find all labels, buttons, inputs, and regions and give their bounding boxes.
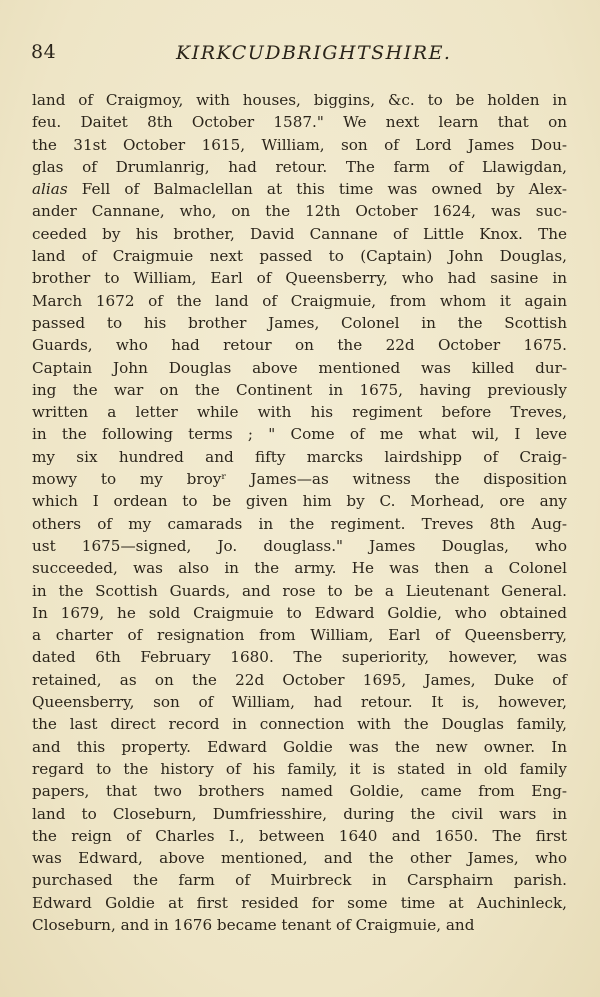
- text-line: purchased the farm of Muirbreck in Carsphairn parish.: [32, 871, 567, 890]
- text-line: was Edward, above mentioned, and the other James, who: [32, 849, 567, 868]
- text-line: Guards, who had retour on the 22d October 1675.: [32, 336, 567, 355]
- text-line: land of Craigmuie next passed to (Captain) John Douglas,: [32, 247, 567, 266]
- text-line: feu. Daitet 8th October 1587." We next learn that on: [32, 113, 567, 132]
- text-line: the reign of Charles I., between 1640 and 1650. The first: [32, 826, 567, 845]
- text-line: brother to William, Earl of Queensberry, who had sasine in: [32, 269, 567, 288]
- text-line: ceeded by his brother, David Cannane of Little Knox. The: [32, 224, 567, 243]
- text-line: land of Craigmoy, with houses, biggins, &c. to be holden in: [32, 91, 567, 109]
- text-line: the last direct record in connection with the Douglas family,: [32, 715, 567, 734]
- page-header: [31, 41, 566, 69]
- text-line: a charter of resignation from William, Earl of Queensberry,: [32, 626, 567, 645]
- text-line: Queensberry, son of William, had retour. It is, however,: [32, 693, 567, 712]
- italic-word: alias: [32, 180, 68, 199]
- text-line: and this property. Edward Goldie was the new owner. In: [32, 737, 567, 756]
- running-title: KIRKCUDBRIGHTSHIRE.: [176, 42, 452, 64]
- text-line: March 1672 of the land of Craigmuie, from whom it again: [32, 291, 567, 310]
- body-text: [32, 89, 567, 936]
- text-line: succeeded, was also in the army. He was then a Colonel: [32, 559, 567, 578]
- text-line: ander Cannane, who, on the 12th October 1624, was suc-: [32, 202, 567, 221]
- text-line: ust 1675—signed, Jo. douglass." James Douglas, who: [32, 536, 567, 555]
- text-line: my six hundred and fifty marcks lairdshipp of Craig-: [32, 447, 567, 466]
- text-line: others of my camarads in the regiment. Treves 8th Aug-: [32, 514, 567, 533]
- text-line: glas of Drumlanrig, had retour. The farm of Llawigdan,: [32, 157, 567, 176]
- text-line: which I ordean to be given him by C. Morhead, ore any: [32, 492, 567, 511]
- text-line: Captain John Douglas above mentioned was killed dur-: [32, 358, 567, 377]
- text-line: land to Closeburn, Dumfriesshire, during the civil wars in: [32, 804, 567, 823]
- text-line: alias Fell of Balmaclellan at this time was owned by Alex-: [32, 180, 567, 199]
- text-line: ing the war on the Continent in 1675, having previously: [32, 380, 567, 399]
- text-line: passed to his brother James, Colonel in the Scottish: [32, 313, 567, 332]
- text-line: Closeburn, and in 1676 became tenant of Craigmuie, and: [32, 915, 475, 934]
- text-line: in the Scottish Guards, and rose to be a Lieutenant General.: [32, 581, 567, 600]
- text-line: written a letter while with his regiment before Treves,: [32, 403, 567, 422]
- text-line: In 1679, he sold Craigmuie to Edward Goldie, who obtained: [32, 603, 567, 622]
- text-line: in the following terms ; " Come of me what wil, I leve: [32, 425, 567, 444]
- text-line: papers, that two brothers named Goldie, came from Eng-: [32, 782, 567, 801]
- text-line: the 31st October 1615, William, son of Lord James Dou-: [32, 135, 567, 154]
- text-line: retained, as on the 22d October 1695, James, Duke of: [32, 670, 567, 689]
- text-line: dated 6th February 1680. The superiority, however, was: [32, 648, 567, 667]
- text-line: regard to the history of his family, it is stated in old family: [32, 759, 567, 778]
- page-number: 84: [31, 41, 57, 63]
- text-line: mowy to my broyʳ James—as witness the disposition: [32, 470, 567, 489]
- text-line: Edward Goldie at first resided for some time at Auchinleck,: [32, 893, 567, 912]
